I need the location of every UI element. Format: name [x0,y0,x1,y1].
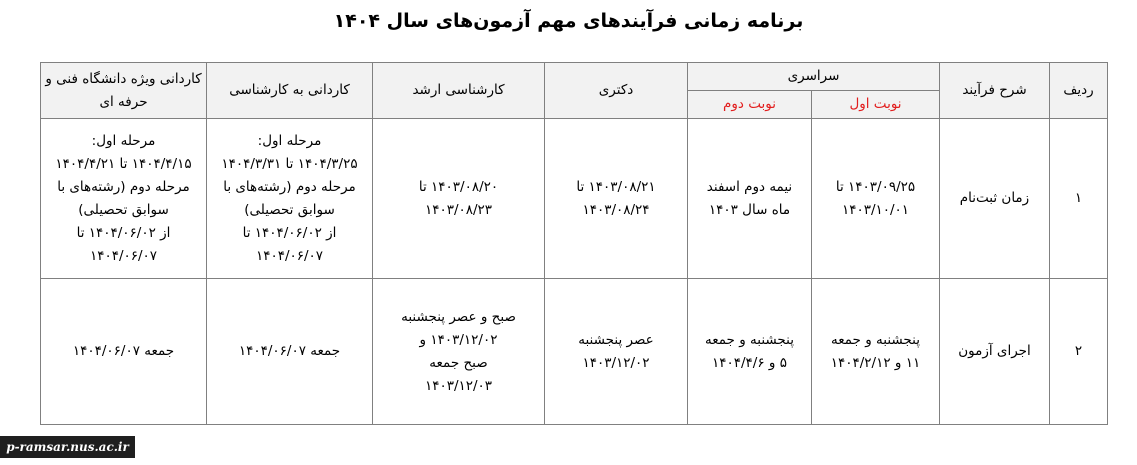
cell-technical [41,119,207,279]
cell-line: ۱۴۰۴/۳/۲۵ تا ۱۴۰۴/۳/۳۱ [221,155,358,172]
cell-line: ۱۴۰۳/۱۲/۰۲ [582,354,650,371]
cell-national-second [688,279,812,425]
cell-line: ۱۴۰۳/۱۲/۰۳ [424,377,493,394]
cell-line: ۱۴۰۴/۴/۱۵ تا ۱۴۰۴/۴/۲۱ [55,155,192,172]
cell-line: مرحله دوم (رشته‌های با [57,178,190,195]
header-phd: دکتری [545,63,688,119]
cell-associate-to-bachelor [207,119,373,279]
cell-process: زمان ثبت‌نام [940,119,1050,279]
cell-national-first [812,119,940,279]
schedule-table [40,62,1108,425]
cell-line: مرحله اول: [257,132,322,149]
cell-national-first [812,279,940,425]
page-title: برنامه زمانی فرآیندهای مهم آزمون‌های سال ۱۴۰۴ [333,10,804,32]
cell-line: صبح جمعه [429,354,488,371]
table-row [41,119,1108,279]
cell-line: ۱۴۰۴/۰۶/۰۷ [255,247,324,264]
cell-phd [545,119,688,279]
table-row [41,279,1108,425]
cell-line: پنجشنبه و جمعه [831,331,920,348]
cell-line: مرحله دوم (رشته‌های با [223,178,356,195]
cell-associate-to-bachelor [207,279,373,425]
cell-line: نیمه دوم اسفند [706,178,793,195]
cell-line: مرحله اول: [91,132,156,149]
cell-line: ۱۱ و ۱۴۰۴/۲/۱۲ [830,354,921,371]
cell-process: اجرای آزمون [940,279,1050,425]
cell-line: ۱۴۰۳/۰۸/۲۴ [582,201,650,218]
cell-line: ۱۴۰۳/۰۸/۲۰ تا [418,178,499,195]
header-national-second: نوبت دوم [688,91,812,119]
header-process: شرح فرآیند [940,63,1050,119]
cell-line: جمعه ۱۴۰۴/۰۶/۰۷ [238,343,341,359]
cell-line: جمعه ۱۴۰۴/۰۶/۰۷ [72,343,175,359]
cell-line: عصر پنجشنبه [578,331,654,348]
cell-masters [373,119,545,279]
cell-masters [373,279,545,425]
header-associate-to-bachelor: کاردانی به کارشناسی [207,63,373,119]
header-row-no: ردیف [1050,63,1108,119]
cell-line: ۱۴۰۴/۰۶/۰۷ [89,247,158,264]
cell-line: سوابق تحصیلی) [78,201,169,218]
header-technical: کاردانی ویژه دانشگاه فنی و حرفه ای [41,63,207,119]
cell-line: سوابق تحصیلی) [244,201,335,218]
cell-line: ۱۴۰۳/۰۸/۲۳ [424,201,493,218]
header-national-first: نوبت اول [812,91,940,119]
cell-line: از ۱۴۰۴/۰۶/۰۲ تا [242,224,337,241]
cell-line: ۱۴۰۳/۰۸/۲۱ تا [576,178,656,195]
cell-line: از ۱۴۰۴/۰۶/۰۲ تا [76,224,171,241]
cell-line: ماه سال ۱۴۰۳ [708,201,791,218]
cell-line: صبح و عصر پنجشنبه [401,308,516,325]
cell-line: ۱۴۰۳/۰۹/۲۵ تا [835,178,916,195]
header-masters: کارشناسی ارشد [373,63,545,119]
header-row [41,63,1108,91]
cell-row-no: ۲ [1050,279,1108,425]
cell-line: ۱۴۰۳/۱۲/۰۲ و [419,331,498,348]
site-url-badge: p-ramsar.nus.ac.ir [0,436,135,458]
cell-national-second [688,119,812,279]
cell-technical [41,279,207,425]
cell-line: پنجشنبه و جمعه [705,331,794,348]
header-national: سراسری [688,63,940,91]
cell-line: ۱۴۰۳/۱۰/۰۱ [841,201,910,218]
cell-row-no: ۱ [1050,119,1108,279]
cell-phd [545,279,688,425]
cell-line: ۵ و ۱۴۰۴/۴/۶ [712,354,787,371]
